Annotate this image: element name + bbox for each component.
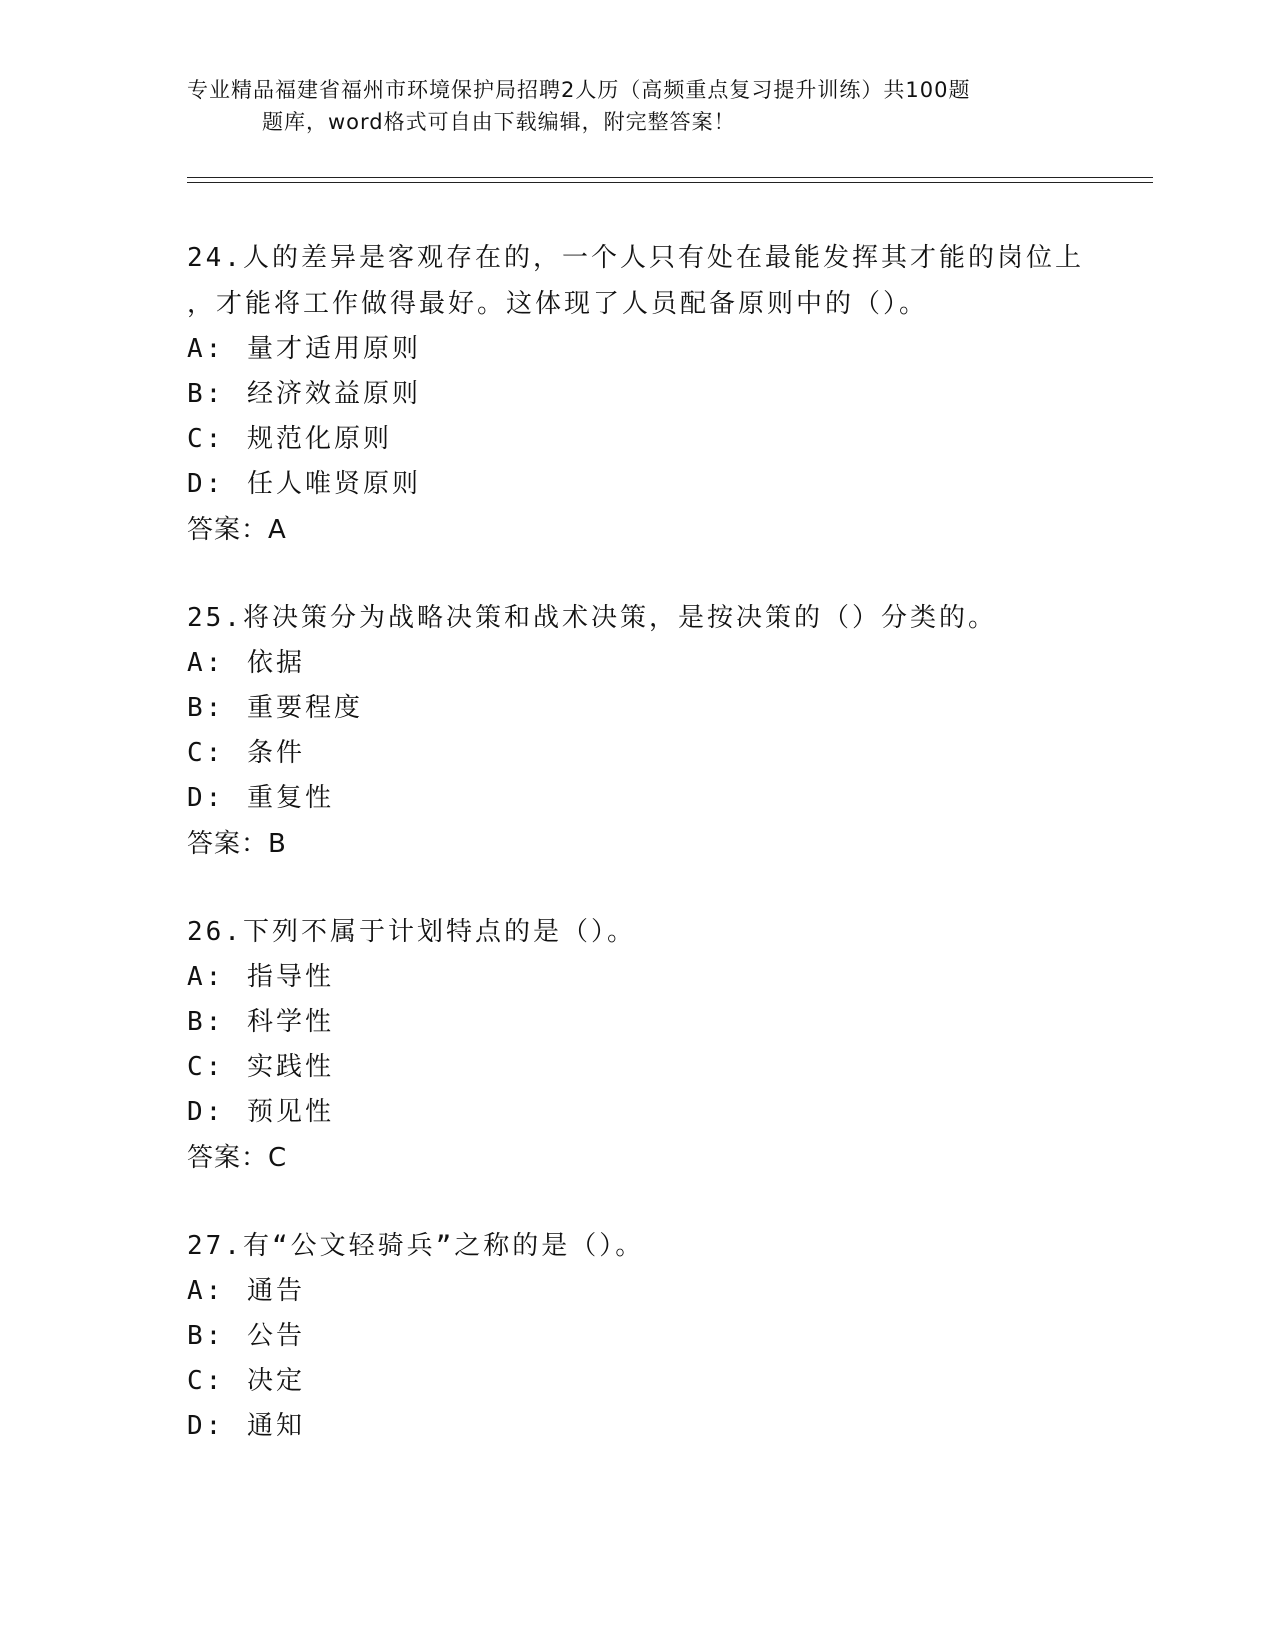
question-27 <box>187 1223 1127 1449</box>
option-text: 规范化原则 <box>246 424 392 454</box>
option-text: 决定 <box>246 1366 305 1396</box>
option-b <box>187 1000 1127 1045</box>
option-text: 经济效益原则 <box>246 379 421 409</box>
question-stem: 25.将决策分为战略决策和战术决策，是按决策的（）分类的。 <box>187 603 997 633</box>
option-text: 公告 <box>246 1321 305 1351</box>
option-a <box>187 955 1127 1000</box>
question-25 <box>187 595 1127 867</box>
option-letter: B: <box>187 693 225 723</box>
option-letter: D: <box>187 1411 225 1441</box>
option-a <box>187 327 1127 372</box>
option-letter: B: <box>187 379 225 409</box>
option-b <box>187 686 1127 731</box>
option-c <box>187 1359 1127 1404</box>
option-letter: C: <box>187 1366 225 1396</box>
option-text: 指导性 <box>246 962 334 992</box>
option-a <box>187 1269 1127 1314</box>
option-text: 预见性 <box>246 1097 334 1127</box>
option-c <box>187 731 1127 776</box>
header-title-line2: 题库，word格式可自由下载编辑，附完整答案！ <box>262 110 736 134</box>
answer-label: 答案：A <box>187 515 287 545</box>
option-letter: C: <box>187 1052 225 1082</box>
option-text: 实践性 <box>246 1052 334 1082</box>
option-text: 通告 <box>246 1276 305 1306</box>
option-d <box>187 462 1127 507</box>
header-title-line1: 专业精品福建省福州市环境保护局招聘2人历（高频重点复习提升训练）共100题 <box>187 78 971 102</box>
option-b <box>187 1314 1127 1359</box>
option-text: 任人唯贤原则 <box>246 469 421 499</box>
option-letter: A: <box>187 648 225 678</box>
option-letter: C: <box>187 738 225 768</box>
question-24 <box>187 235 1127 553</box>
option-letter: D: <box>187 469 225 499</box>
header-divider-top <box>187 177 1153 178</box>
option-letter: A: <box>187 334 225 364</box>
option-d <box>187 1090 1127 1135</box>
document-header <box>187 74 1087 138</box>
question-stem-continued: ，才能将工作做得最好。这体现了人员配备原则中的（）。 <box>187 289 929 319</box>
question-stem: 24.人的差异是客观存在的，一个人只有处在最能发挥其才能的岗位上 <box>187 243 1084 273</box>
option-letter: B: <box>187 1007 225 1037</box>
question-26 <box>187 909 1127 1181</box>
option-text: 依据 <box>246 648 305 678</box>
option-d <box>187 1404 1127 1449</box>
option-letter: D: <box>187 783 225 813</box>
question-stem: 26.下列不属于计划特点的是（）。 <box>187 917 636 947</box>
option-letter: B: <box>187 1321 225 1351</box>
option-text: 通知 <box>246 1411 305 1441</box>
answer-label: 答案：C <box>187 1143 288 1173</box>
option-text: 量才适用原则 <box>246 334 421 364</box>
answer-label: 答案：B <box>187 829 287 859</box>
option-text: 科学性 <box>246 1007 334 1037</box>
option-b <box>187 372 1127 417</box>
option-a <box>187 641 1127 686</box>
header-divider-bottom <box>187 182 1153 183</box>
option-c <box>187 417 1127 462</box>
question-stem: 27.有“公文轻骑兵”之称的是（）。 <box>187 1231 645 1261</box>
option-text: 条件 <box>246 738 305 768</box>
option-letter: C: <box>187 424 225 454</box>
option-text: 重要程度 <box>246 693 363 723</box>
option-d <box>187 776 1127 821</box>
question-list <box>187 235 1127 1491</box>
option-letter: A: <box>187 962 225 992</box>
option-text: 重复性 <box>246 783 334 813</box>
option-letter: A: <box>187 1276 225 1306</box>
option-c <box>187 1045 1127 1090</box>
option-letter: D: <box>187 1097 225 1127</box>
